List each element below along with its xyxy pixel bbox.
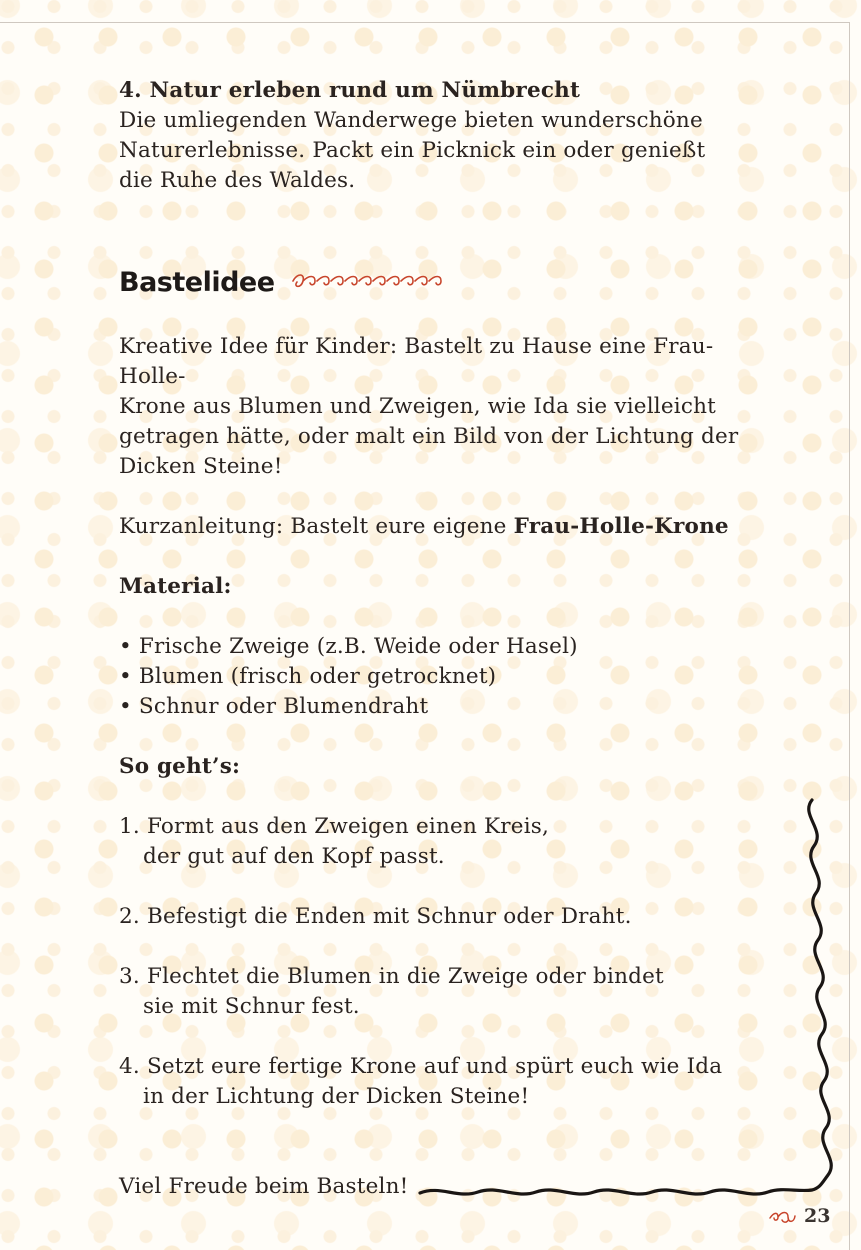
material-heading: Material:: [119, 574, 232, 599]
page-number: 23: [804, 1205, 831, 1227]
step-line: 4. Setzt eure fertige Krone auf und spürt euch wie Ida: [119, 1054, 723, 1079]
intro-line: Krone aus Blumen und Zweigen, wie Ida sie vielleicht: [119, 394, 717, 419]
page-number-ornament-icon: [768, 1206, 798, 1228]
step-line: 2. Befestigt die Enden mit Schnur oder Draht.: [119, 904, 632, 929]
section-natur: [119, 76, 759, 196]
step-line: der gut auf den Kopf passt.: [143, 844, 445, 869]
material-item: • Blumen (frisch oder getrocknet): [119, 664, 497, 689]
kurzanleitung: [119, 512, 759, 542]
section-heading: 4. Natur erleben rund um Nümbrecht: [119, 78, 581, 103]
kurzanleitung-strong: Frau-Holle-Krone: [513, 514, 729, 539]
paragraph-line: die Ruhe des Waldes.: [119, 168, 356, 193]
step-line: 3. Flechtet die Blumen in die Zweige oder bindet: [119, 964, 664, 989]
material-item: • Schnur oder Blumendraht: [119, 694, 429, 719]
kurzanleitung-text: Kurzanleitung: Bastelt eure eigene: [119, 514, 514, 539]
swirl-ornament-icon: [289, 267, 459, 297]
material-item: • Frische Zweige (z.B. Weide oder Hasel): [119, 634, 578, 659]
paragraph-line: Naturerlebnisse. Packt ein Picknick ein oder genießt: [119, 138, 706, 163]
steps-heading: So geht’s:: [119, 754, 241, 779]
step-line: 1. Formt aus den Zweigen einen Kreis,: [119, 814, 550, 839]
intro-line: getragen hätte, oder malt ein Bild von der Lichtung der: [119, 424, 739, 449]
step-line: sie mit Schnur fest.: [143, 994, 360, 1019]
step-line: in der Lichtung der Dicken Steine!: [143, 1084, 530, 1109]
bastelidee-title: Bastelidee: [119, 266, 275, 298]
intro-line: Dicken Steine!: [119, 454, 283, 479]
bastelidee-body: [119, 332, 759, 1202]
bastelidee-heading: [119, 262, 459, 302]
closing-line: Viel Freude beim Basteln!: [119, 1174, 409, 1199]
paragraph-line: Die umliegenden Wanderwege bieten wunderschöne: [119, 108, 703, 133]
intro-line: Kreative Idee für Kinder: Bastelt zu Hause eine Frau-Holle-: [119, 334, 714, 389]
